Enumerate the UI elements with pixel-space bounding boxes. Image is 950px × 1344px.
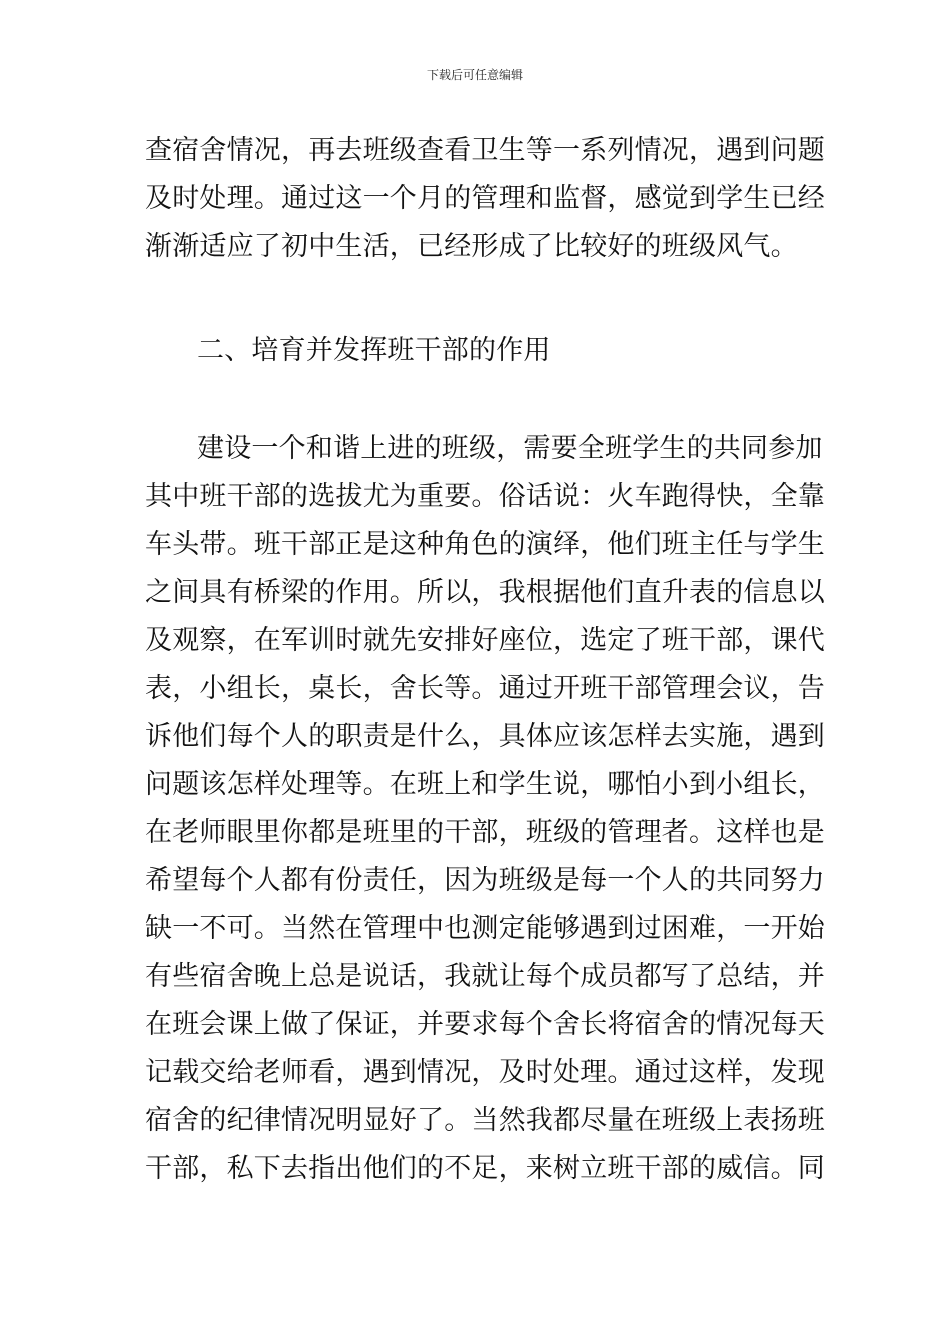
paragraph-2-line-16: 干部，私下去指出他们的不足，来树立班干部的威信。同 [145, 1153, 825, 1184]
paragraph-2-line-1: 建设一个和谐上进的班级，需要全班学生的共同参加 [197, 433, 823, 464]
paragraph-2-line-15: 宿舍的纪律情况明显好了。当然我都尽量在班级上表扬班 [145, 1105, 825, 1136]
paragraph-2-line-3: 车头带。班干部正是这种角色的演绎，他们班主任与学生 [145, 529, 825, 560]
paragraph-1-line-3: 渐渐适应了初中生活，已经形成了比较好的班级风气。 [145, 231, 798, 262]
paragraph-2-line-12: 有些宿舍晚上总是说话，我就让每个成员都写了总结，并 [145, 961, 825, 992]
paragraph-2-line-13: 在班会课上做了保证，并要求每个舍长将宿舍的情况每天 [145, 1009, 825, 1040]
paragraph-2-line-5: 及观察，在军训时就先安排好座位，选定了班干部，课代 [145, 625, 825, 656]
paragraph-2-line-14: 记载交给老师看，遇到情况，及时处理。通过这样，发现 [145, 1057, 825, 1088]
header-note: 下载后可任意编辑 [426, 68, 523, 82]
paragraph-1-line-1: 查宿舍情况，再去班级查看卫生等一系列情况，遇到问题 [145, 135, 825, 166]
paragraph-2-line-2: 其中班干部的选拔尤为重要。俗话说：火车跑得快，全靠 [145, 481, 825, 512]
paragraph-2-line-7: 诉他们每个人的职责是什么，具体应该怎样去实施，遇到 [145, 721, 825, 752]
paragraph-2-line-9: 在老师眼里你都是班里的干部，班级的管理者。这样也是 [145, 817, 825, 848]
paragraph-1-line-2: 及时处理。通过这一个月的管理和监督，感觉到学生已经 [145, 183, 825, 214]
paragraph-2-line-6: 表，小组长，桌长，舍长等。通过开班干部管理会议，告 [145, 673, 825, 704]
section-2-heading: 二、培育并发挥班干部的作用 [197, 335, 551, 366]
paragraph-2-line-8: 问题该怎样处理等。在班上和学生说，哪怕小到小组长， [145, 769, 825, 800]
paragraph-2-line-11: 缺一不可。当然在管理中也测定能够遇到过困难，一开始 [145, 913, 825, 944]
paragraph-2-line-4: 之间具有桥梁的作用。所以，我根据他们直升表的信息以 [145, 577, 825, 608]
paragraph-2-line-10: 希望每个人都有份责任，因为班级是每一个人的共同努力 [145, 865, 825, 896]
